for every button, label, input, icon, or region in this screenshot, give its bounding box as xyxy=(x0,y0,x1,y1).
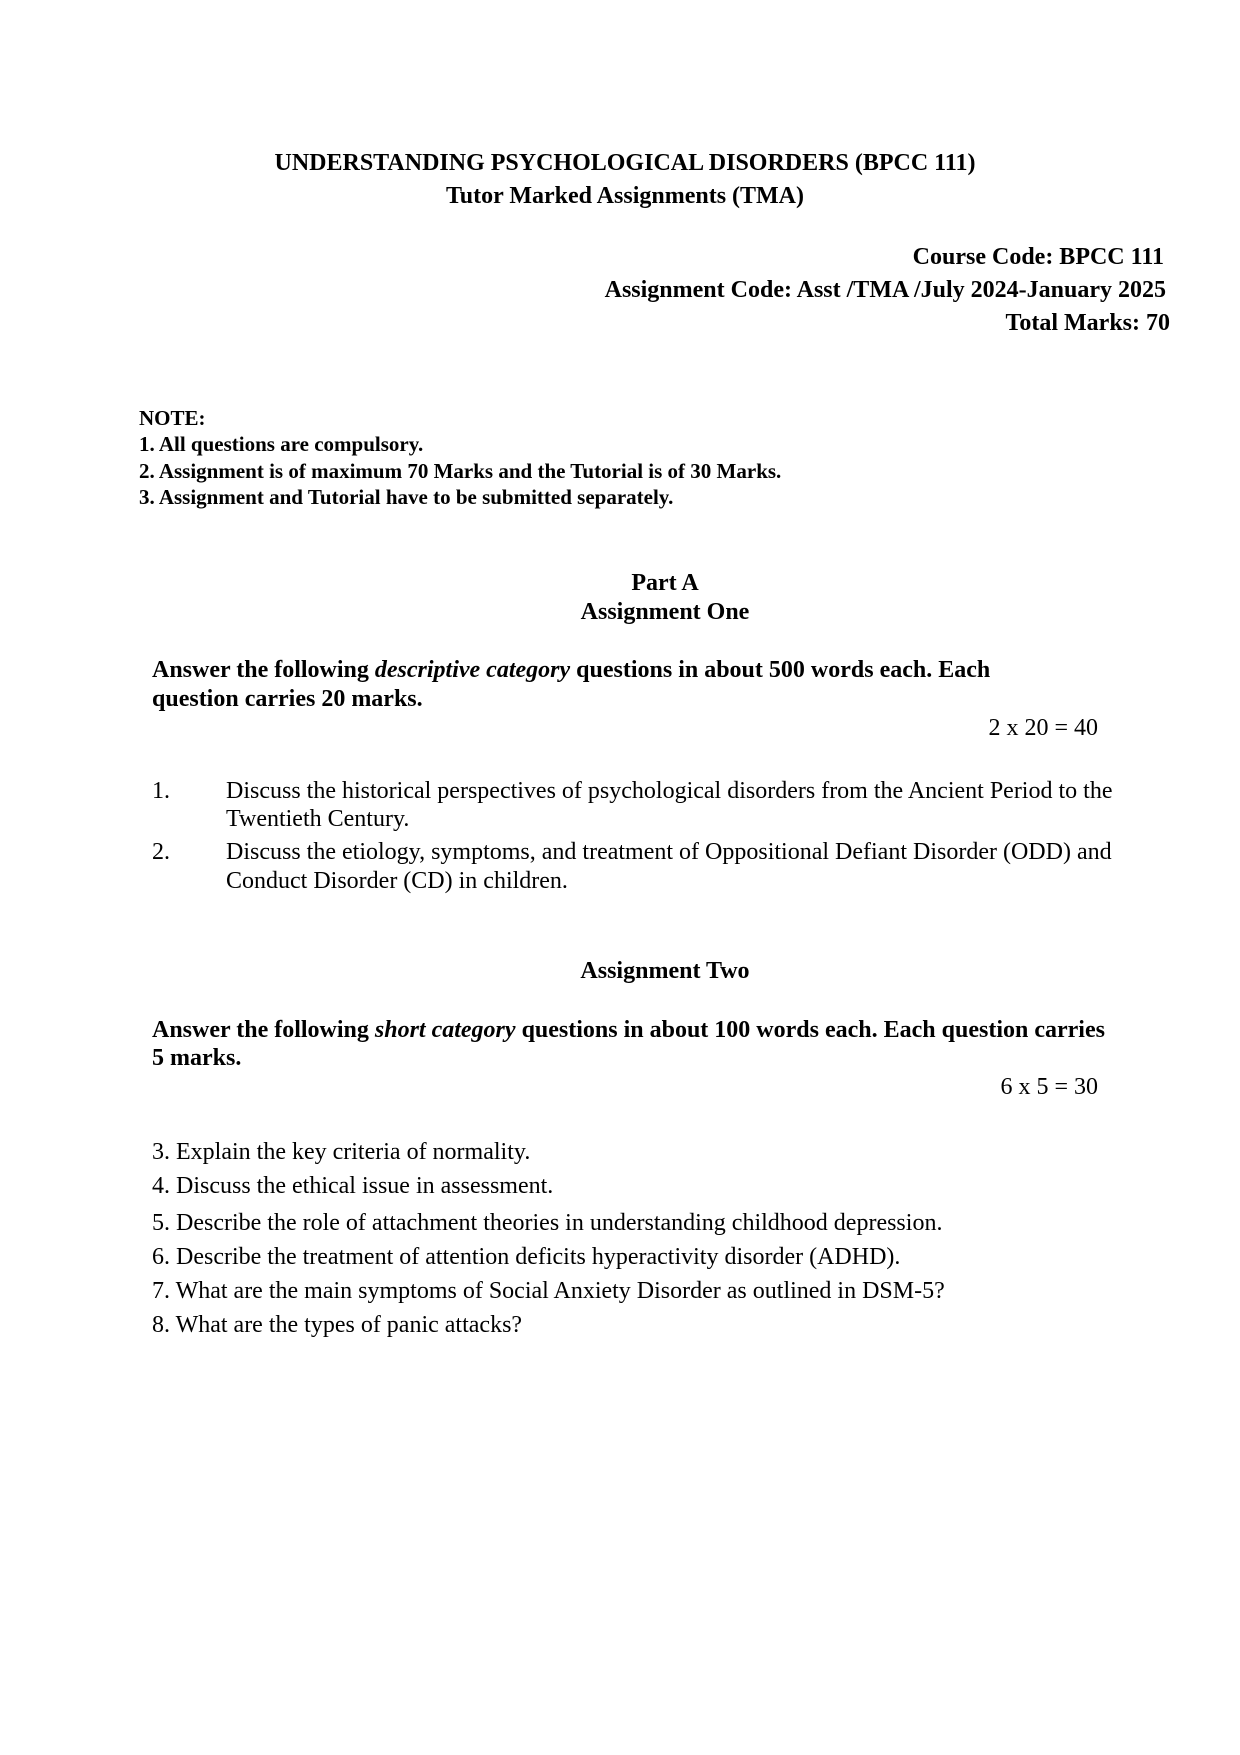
instruction-text: questions in about 100 words each. Each question carries xyxy=(515,1017,1105,1043)
assignment-one-heading: Assignment One xyxy=(580,599,750,625)
short-question: 7. What are the main symptoms of Social Anxiety Disorder as outlined in DSM-5? xyxy=(152,1278,945,1304)
question-text: Twentieth Century. xyxy=(226,806,410,832)
instruction-text: Answer the following xyxy=(152,657,375,683)
short-question: 3. Explain the key criteria of normality. xyxy=(152,1139,531,1165)
assignment-two-instruction xyxy=(152,1017,1105,1044)
note-item: 1. All questions are compulsory. xyxy=(139,432,424,456)
short-question: 5. Describe the role of attachment theories in understanding childhood depression. xyxy=(152,1210,943,1236)
course-code: Course Code: BPCC 111 xyxy=(912,244,1164,270)
short-question: 6. Describe the treatment of attention deficits hyperactivity disorder (ADHD). xyxy=(152,1244,901,1270)
note-item: 3. Assignment and Tutorial have to be submitted separately. xyxy=(139,485,674,509)
part-a-heading: Part A xyxy=(631,570,699,596)
assignment-code: Assignment Code: Asst /TMA /July 2024-January 2025 xyxy=(604,277,1166,303)
instruction-text: questions in about 500 words each. Each xyxy=(570,657,991,683)
assignment-two-instruction-line2: 5 marks. xyxy=(152,1045,242,1071)
assignment-one-marks: 2 x 20 = 40 xyxy=(988,715,1098,741)
question-number: 2. xyxy=(152,839,170,865)
instruction-text: Answer the following xyxy=(152,1017,375,1043)
question-text: Discuss the historical perspectives of psychological disorders from the Ancient Period to the xyxy=(226,778,1113,804)
short-question: 8. What are the types of panic attacks? xyxy=(152,1312,523,1338)
assignment-two-heading: Assignment Two xyxy=(580,958,750,984)
document-subtitle: Tutor Marked Assignments (TMA) xyxy=(445,183,805,209)
note-item: 2. Assignment is of maximum 70 Marks and the Tutorial is of 30 Marks. xyxy=(139,459,782,483)
instruction-category: short category xyxy=(374,1017,516,1043)
question-number: 1. xyxy=(152,778,170,804)
document-title: UNDERSTANDING PSYCHOLOGICAL DISORDERS (BPCC 111) xyxy=(274,150,976,176)
instruction-category: descriptive category xyxy=(374,657,571,683)
question-text: Conduct Disorder (CD) in children. xyxy=(226,868,568,894)
assignment-one-instruction-line2: question carries 20 marks. xyxy=(152,686,423,712)
note-label: NOTE: xyxy=(139,406,206,430)
assignment-one-instruction xyxy=(152,657,990,684)
total-marks: Total Marks: 70 xyxy=(1005,310,1170,336)
short-question: 4. Discuss the ethical issue in assessment. xyxy=(152,1173,554,1199)
question-text: Discuss the etiology, symptoms, and treatment of Oppositional Defiant Disorder (ODD) and xyxy=(226,839,1112,865)
assignment-two-marks: 6 x 5 = 30 xyxy=(1000,1074,1098,1100)
